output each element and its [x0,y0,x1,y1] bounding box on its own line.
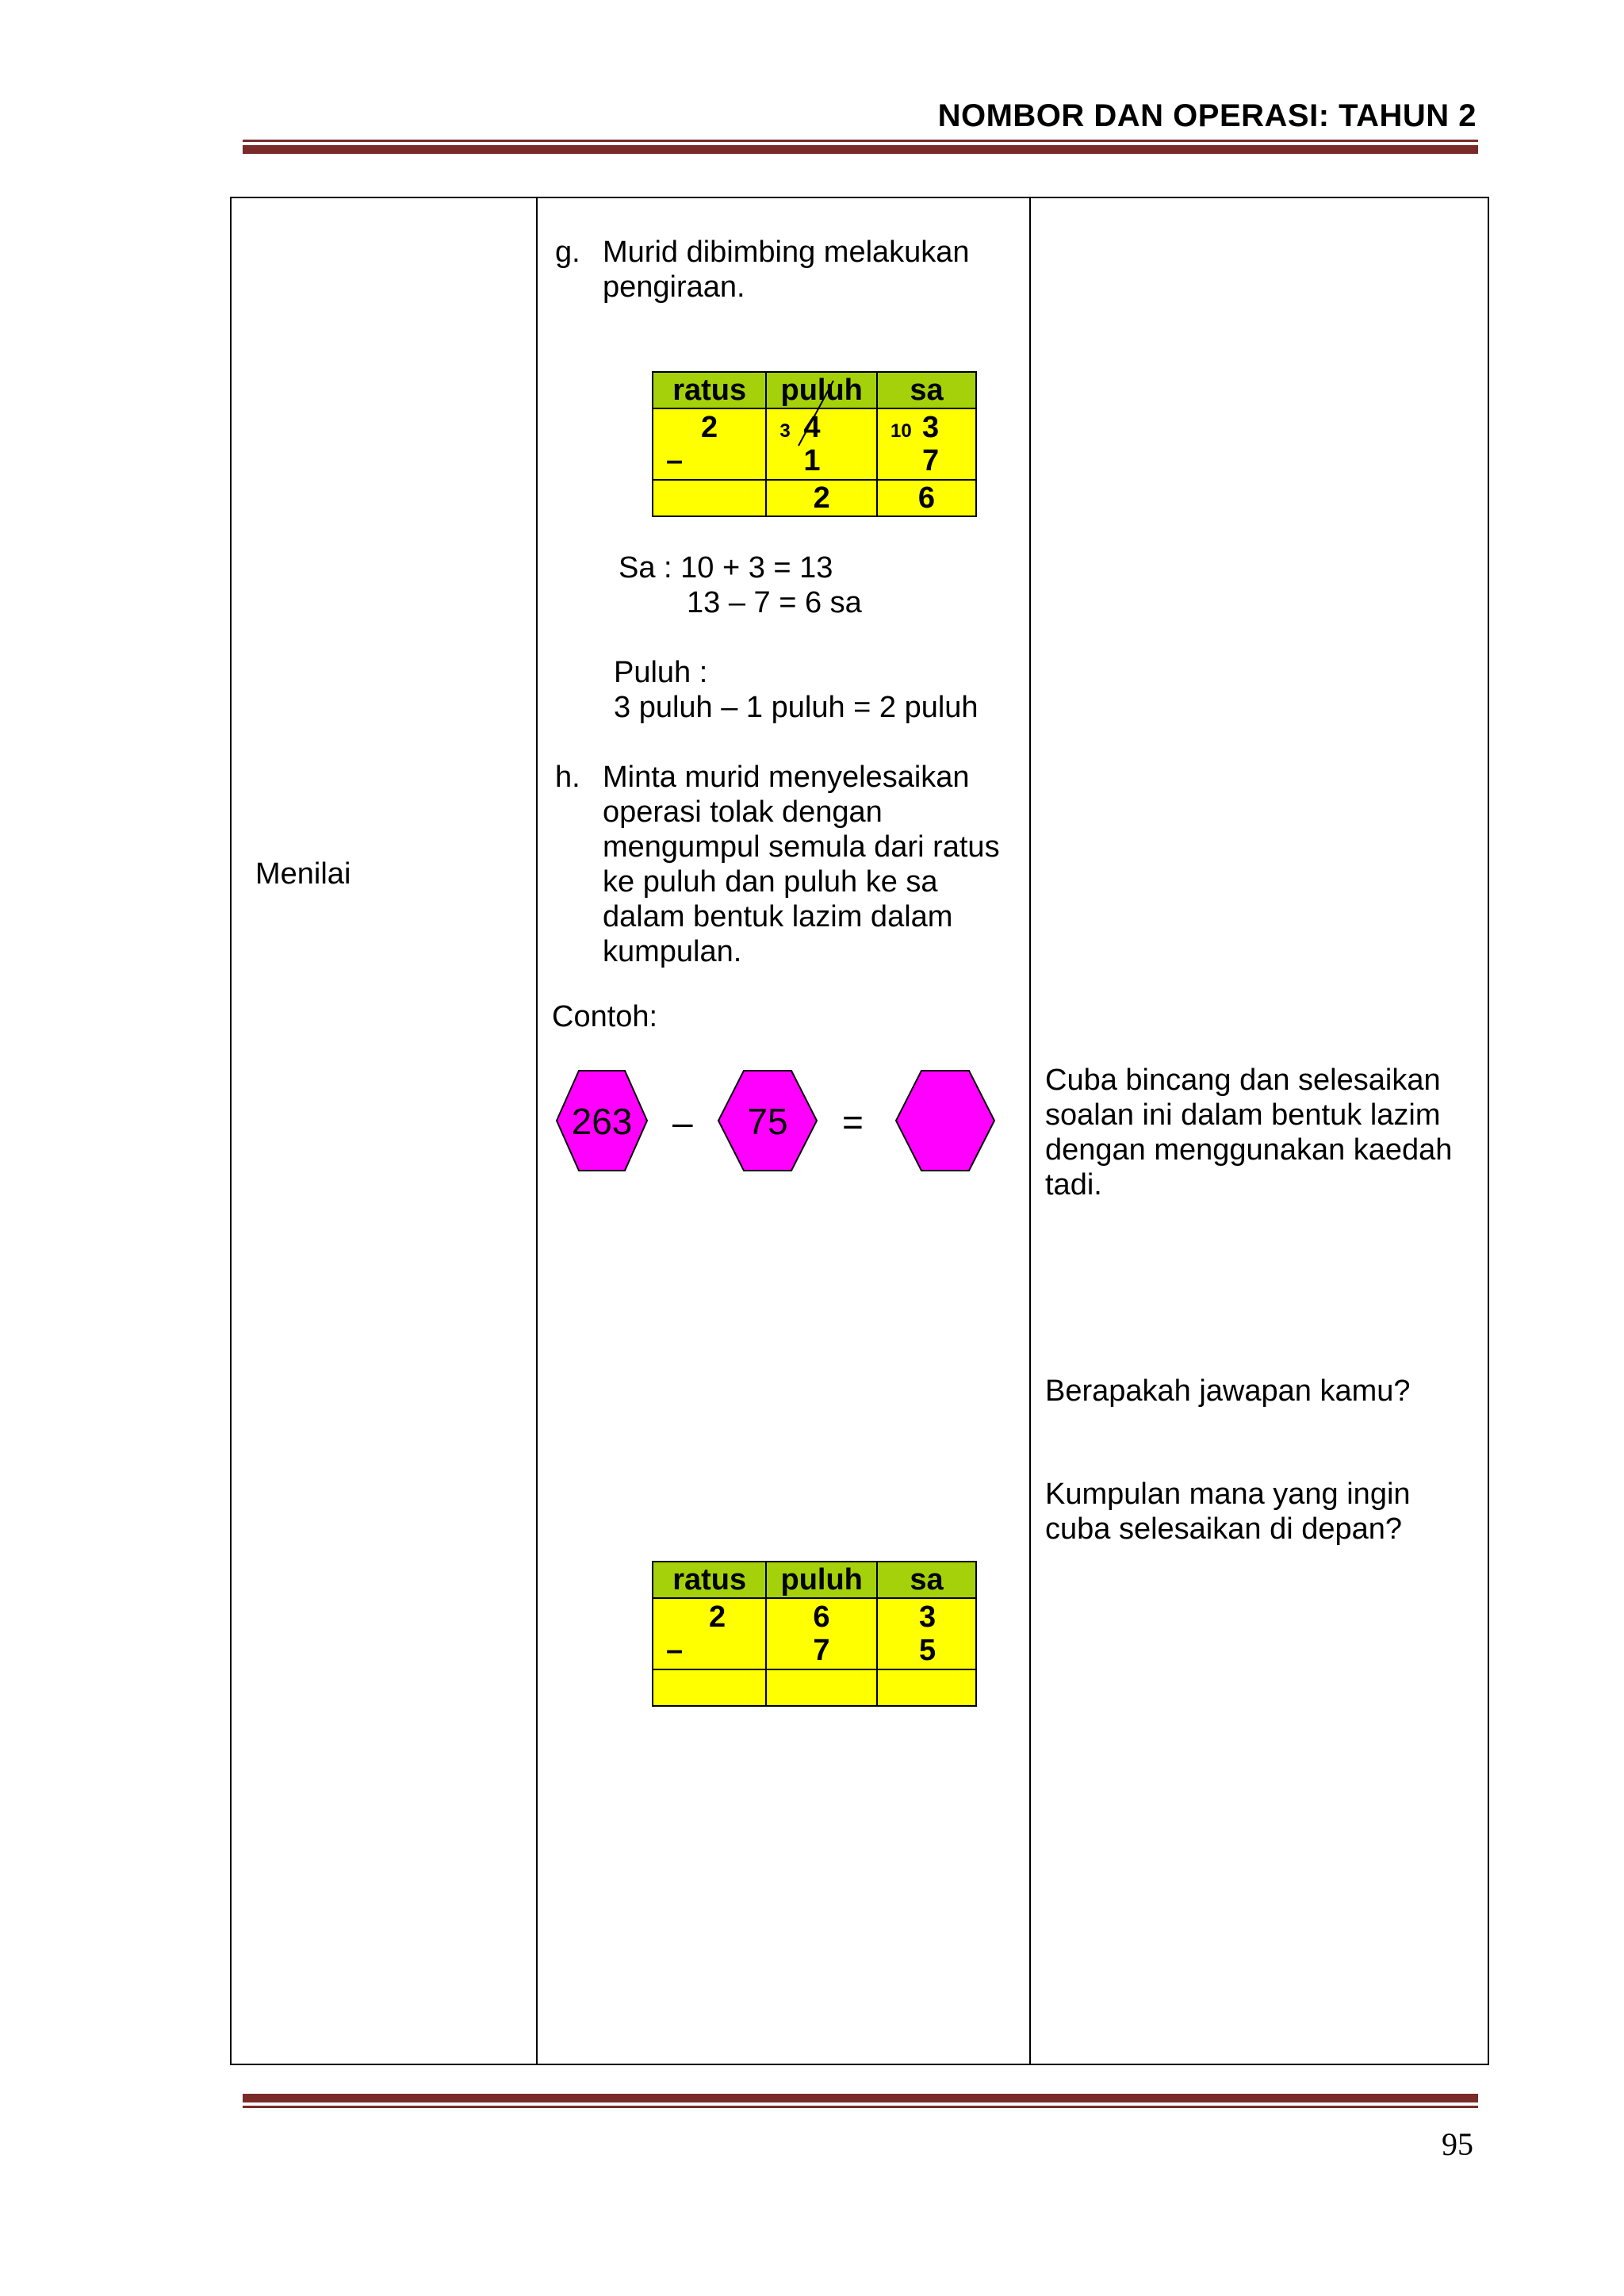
result-sa [877,1669,976,1706]
minus-sign: – [666,1634,684,1667]
header-ratus: ratus [653,1562,766,1598]
page-number: 95 [1442,2126,1473,2162]
digit: 2 [709,1600,726,1634]
sa-working: 13 – 7 = 6 sa [687,586,862,619]
question-group: Kumpulan mana yang ingin [1045,1478,1411,1511]
prompt-line: soalan ini dalam bentuk lazim [1045,1098,1441,1132]
item-h-line: dalam bentuk lazim dalam [603,900,953,933]
digit: 5 [918,1634,936,1667]
list-marker-h: h. [555,761,580,794]
step-label: Menilai [255,857,351,891]
operand-b: 75 [747,1101,788,1142]
prompt-line: tadi. [1045,1168,1102,1202]
puluh-working: Puluh : [614,656,708,689]
item-h-line: operasi tolak dengan [603,795,883,829]
minus-sign: – [666,444,684,477]
hexagon-shape-icon [894,1069,996,1172]
digit: 4 [803,411,821,444]
strike-through-icon [794,378,838,449]
header-sa: sa [877,372,976,408]
regroup-digit: 10 [890,420,912,442]
result-ratus [653,1669,766,1706]
result-puluh: 2 [766,480,877,516]
header-puluh: puluh [766,372,877,408]
prompt-line: dengan menggunakan kaedah [1045,1133,1453,1167]
digit: 1 [803,444,821,477]
header-rule [243,140,1478,154]
column-divider [1029,198,1031,2064]
result-sa: 6 [877,480,976,516]
header-ratus: ratus [653,372,766,408]
item-h-line: mengumpul semula dari ratus [603,830,1000,864]
minus-operator: – [672,1102,693,1143]
hexagon-75 [717,1069,818,1172]
list-marker-g: g. [555,236,580,269]
digit: 7 [921,444,940,477]
result-puluh [766,1669,877,1706]
hexagon-263 [555,1069,649,1172]
place-value-table-exercise [652,1561,977,1707]
equals-operator: = [842,1102,864,1143]
prompt-line: Cuba bincang dan selesaikan [1045,1064,1441,1097]
header-sa: sa [877,1562,976,1598]
digit: 2 [701,411,718,444]
digit: 6 [813,1600,830,1634]
puluh-working: 3 puluh – 1 puluh = 2 puluh [614,691,979,724]
result-ratus [653,480,766,516]
lesson-table [230,197,1489,2065]
cell-puluh [766,408,877,480]
example-label: Contoh: [552,1000,658,1033]
hexagon-answer-blank [894,1069,996,1172]
cell-ratus [653,1598,766,1669]
item-g-line: pengiraan. [603,270,745,304]
digit: 3 [918,1600,936,1634]
header-puluh: puluh [766,1562,877,1598]
question-group: cuba selesaikan di depan? [1045,1512,1403,1546]
digit: 7 [813,1634,830,1667]
cell-sa [877,408,976,480]
cell-puluh [766,1598,877,1669]
item-g-line: Murid dibimbing melakukan [603,236,970,269]
digit: 3 [921,411,940,444]
footer-rule [243,2094,1478,2108]
cell-ratus [653,408,766,480]
column-divider [536,198,538,2064]
item-h-line: kumpulan. [603,935,742,968]
sa-working: Sa : 10 + 3 = 13 [619,551,833,585]
question-answer: Berapakah jawapan kamu? [1045,1374,1411,1408]
item-h-line: ke puluh dan puluh ke sa [603,865,938,899]
page-header-title: NOMBOR DAN OPERASI: TAHUN 2 [937,98,1477,133]
place-value-table-worked [652,371,977,517]
item-h-line: Minta murid menyelesaikan [603,761,970,794]
cell-sa [877,1598,976,1669]
operand-a: 263 [571,1101,633,1142]
base-ten-blocks [565,1190,914,1523]
regroup-digit: 3 [779,420,791,442]
